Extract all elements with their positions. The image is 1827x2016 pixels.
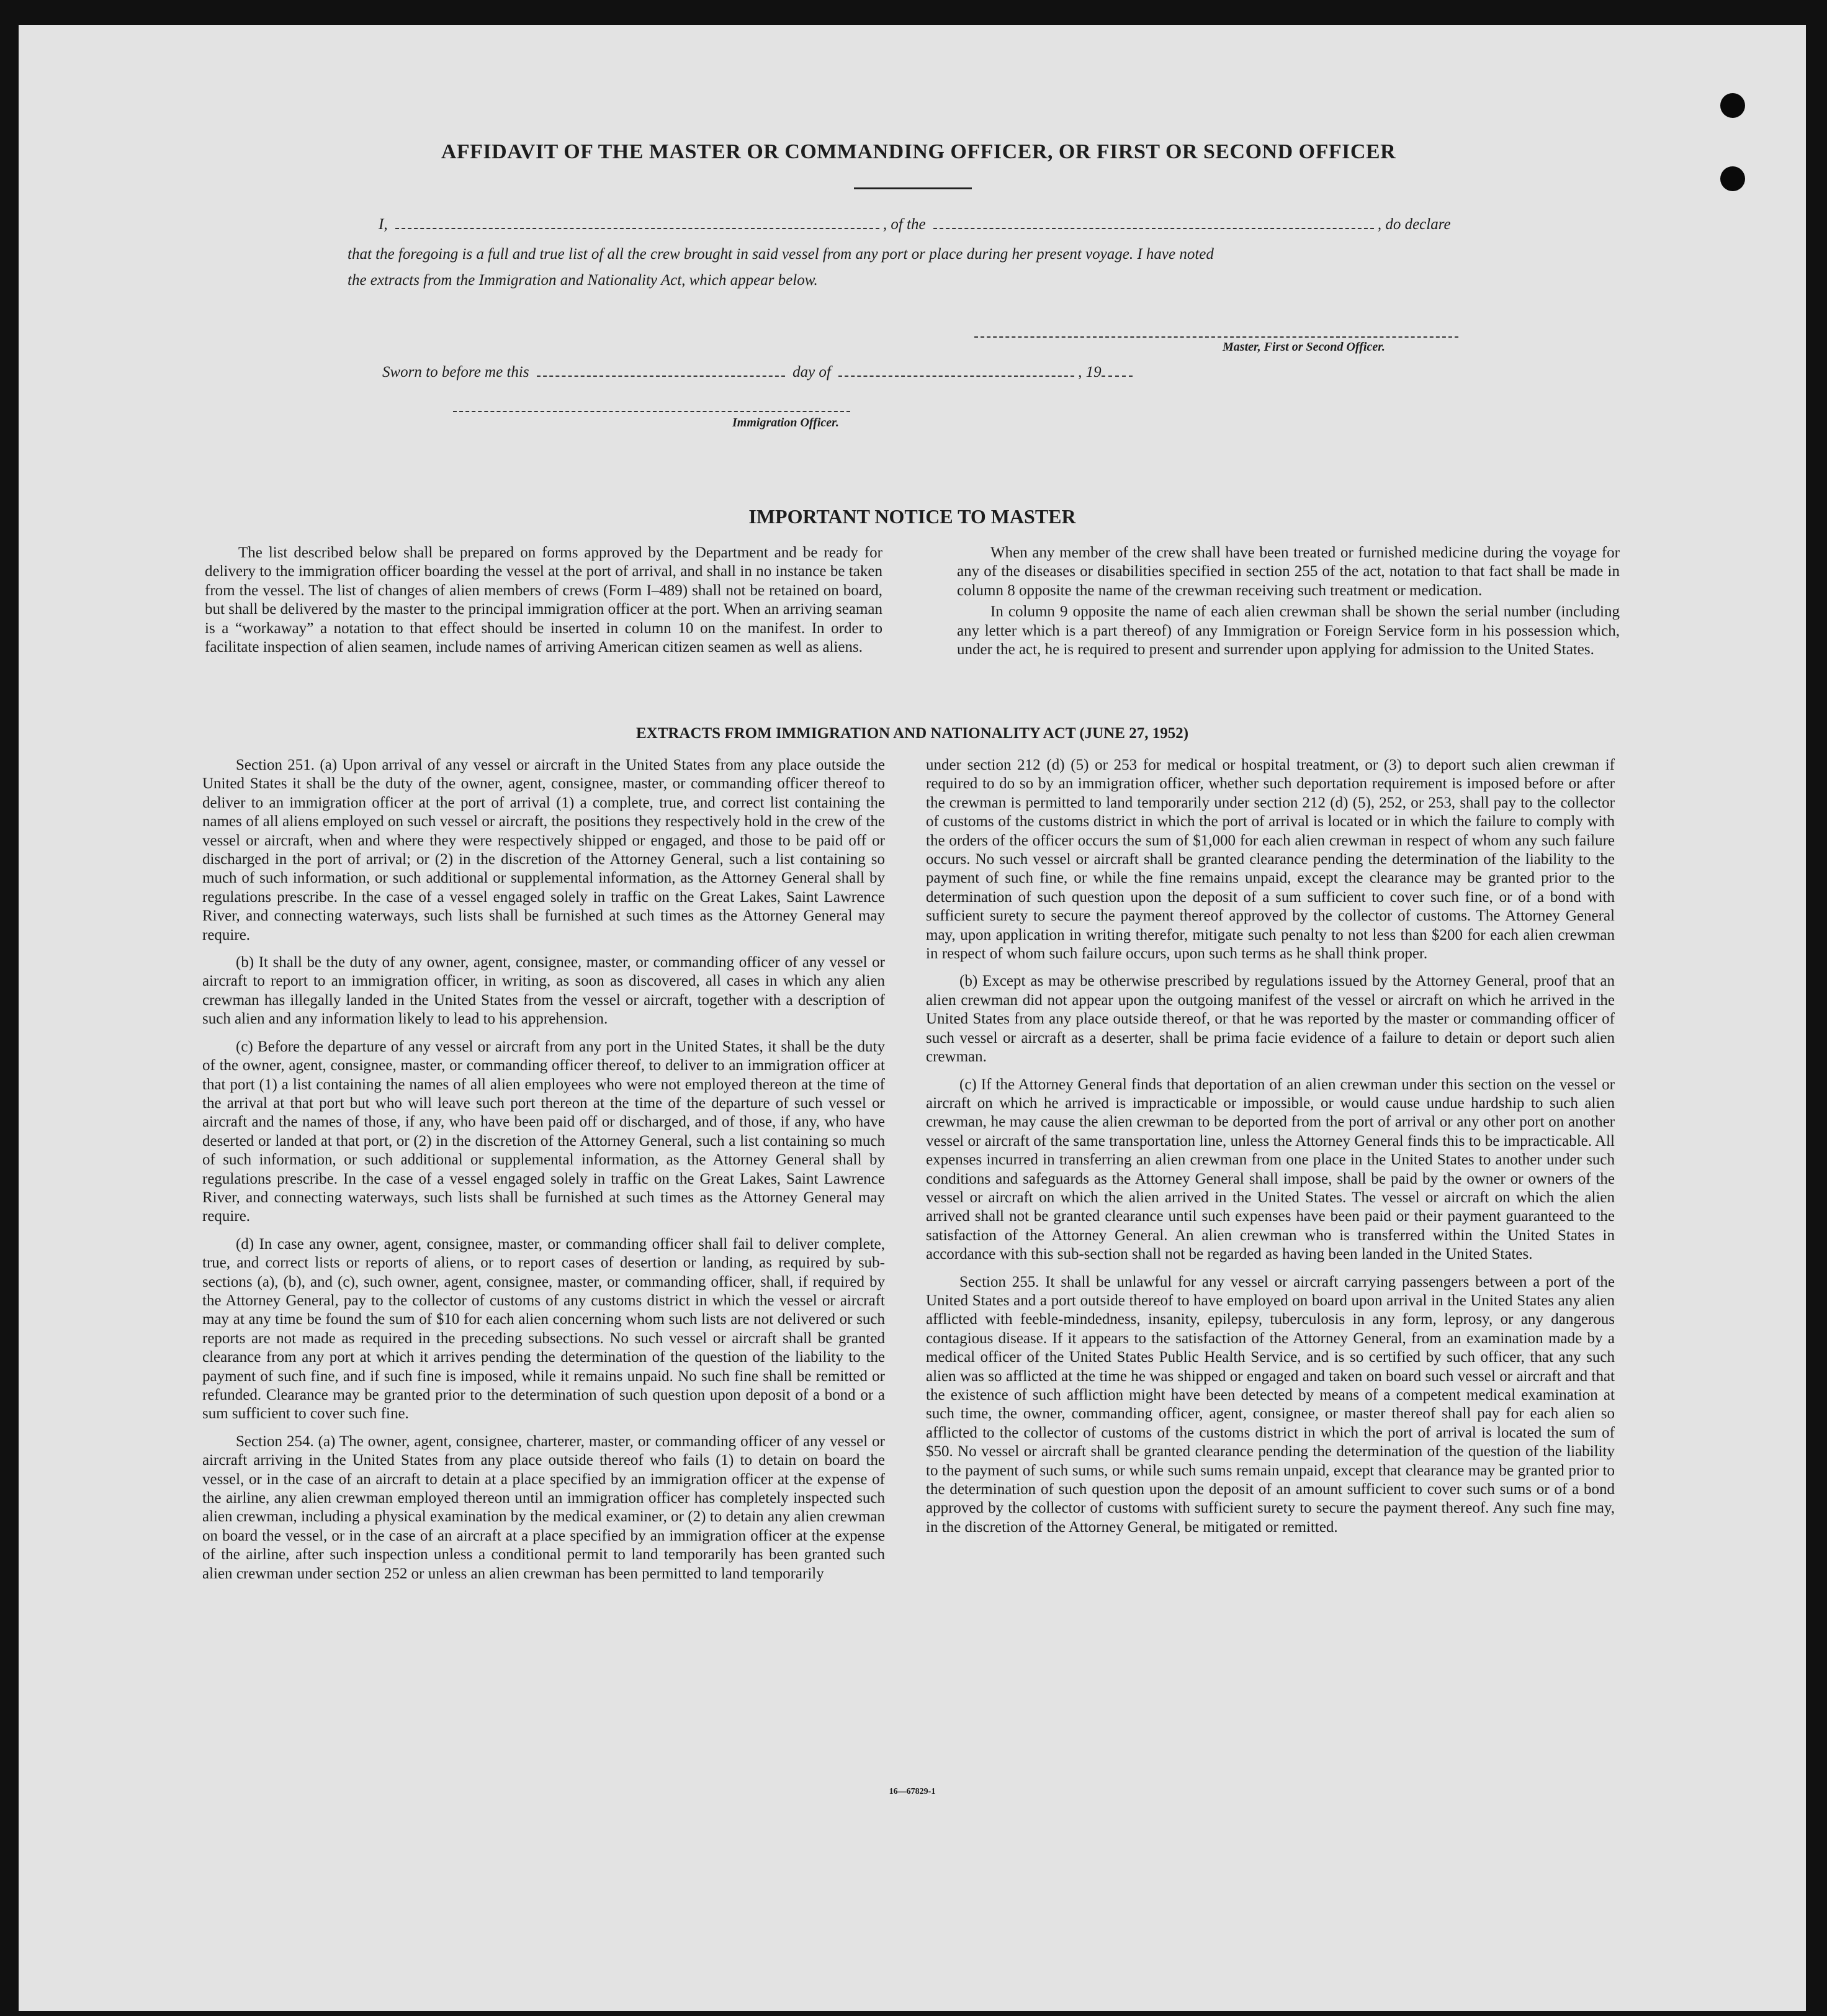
immigration-officer-signature-line[interactable]	[453, 411, 850, 412]
affidavit-i-label: I,	[379, 216, 388, 233]
of-the-label: , of the	[882, 216, 926, 233]
affidavit-line-2: that the foregoing is a full and true list of all the crew brought in said vessel from any port or place during her present voyage. I have noted	[348, 246, 1214, 263]
master-caption: Master, First or Second Officer.	[1223, 340, 1385, 354]
name-field[interactable]	[395, 217, 879, 229]
title-rule	[854, 187, 972, 189]
notice-left-column	[205, 544, 882, 665]
section-paragraph: (b) It shall be the duty of any owner, agent, consignee, master, or commanding officer of any vessel or aircraft to report to an immigration officer, in writing, as soon as discovered, all cases in which any alien crewman has illegally landed in the United States from the vessel or aircraft, together with a description of such alien and any information likely to lead to his apprehension.	[202, 954, 885, 1028]
sworn-year-field[interactable]	[1102, 364, 1133, 377]
affidavit-line-3: the extracts from the Immigration and Nationality Act, which appear below.	[348, 272, 818, 289]
affidavit-line-1	[379, 216, 1451, 233]
notice-title: IMPORTANT NOTICE TO MASTER	[748, 505, 1076, 528]
section-paragraph: (c) Before the departure of any vessel or aircraft from any port in the United States, it shall be the duty of the owner, agent, consignee, master, or commanding officer thereof, to deliver to an immigration officer at that port (1) a list containing the names of all alien employees who were not employed thereon at the time of the arrival at that port but who will leave such port thereon at the time of the departure of such vessel or aircraft and the names of those, if any, who have been paid off or discharged, and of those, if any, who have deserted or landed at that port, or (2) in the discretion of the Attorney General, such a list containing so much of such information, or such additional or supplemental information, as the Attorney General shall by regulations prescribe. In the case of a vessel engaged solely in traffic on the Great Lakes, Saint Lawrence River, and connecting waterways, such lists shall be furnished at such times as the Attorney General may require.	[202, 1038, 885, 1225]
sworn-month-field[interactable]	[838, 364, 1074, 377]
extracts-right-column	[926, 756, 1615, 1546]
notice-paragraph: When any member of the crew shall have been treated or furnished medicine during the voyage for any of the diseases or disabilities specified in section 255 of the act, notation to that fact shall be made in column 8 opposite the name of the crewman receiving such treatment or medication.	[957, 544, 1620, 599]
extracts-title: EXTRACTS FROM IMMIGRATION AND NATIONALITY ACT (JUNE 27, 1952)	[635, 725, 1189, 742]
sworn-day-field[interactable]	[537, 364, 785, 377]
punch-hole-top	[1720, 93, 1745, 118]
document-page	[19, 25, 1806, 2011]
extracts-left-column	[202, 756, 885, 1592]
section-paragraph: Section 251. (a) Upon arrival of any vessel or aircraft in the United States from any place outside the United States it shall be the duty of the owner, agent, consignee, master, or commanding officer thereof to deliver to an immigration officer at the port of arrival (1) a complete, true, and correct list containing the names of all aliens employed on such vessel or aircraft, the positions they respectively hold in the crew of the vessel or aircraft, when and where they were respectively shipped or engaged, and those to be paid off or discharged in the port of arrival; or (2) in the discretion of the Attorney General, such a list containing so much of such information, or such additional or supplemental information, as the Attorney General shall by regulations prescribe. In the case of a vessel engaged solely in traffic on the Great Lakes, Saint Lawrence River, and connecting waterways, such lists shall be furnished at such times as the Attorney General may require.	[202, 757, 885, 943]
section-paragraph: Section 254. (a) The owner, agent, consignee, charterer, master, or commanding officer of any vessel or aircraft arriving in the United States from any place outside thereof who fails (1) to detain on board the vessel, or in the case of an aircraft to detain at a place specified by an immigration officer at the expense of the airline, any alien crewman employed thereon until an immigration officer has completely inspected such alien crewman, including a physical examination by the medical examiner, or (2) to detain any alien crewman on board the vessel, or in the case of an aircraft at a place specified by an immigration officer at the expense of the airline, after such inspection unless a conditional permit to land temporarily has been granted such alien crewman under section 252 or unless an alien crewman has been permitted to land temporarily	[202, 1433, 885, 1582]
vessel-field[interactable]	[933, 217, 1374, 229]
form-number: 16—67829-1	[889, 1787, 936, 1796]
section-paragraph: (d) In case any owner, agent, consignee, master, or commanding officer shall fail to deliver complete, true, and correct lists or reports of aliens, or to report cases of desertion or landing, as required by sub-sections (a), (b), and (c), such owner, agent, consignee, master, or commanding officer, shall, if required by the Attorney General, pay to the collector of customs of any customs district in which the vessel or aircraft may at any time be found the sum of $10 for each alien concerning whom such lists are not delivered or such reports are not made as required in the preceding subsections. No such vessel or aircraft shall be granted clearance from any port at which it arrives pending the determination of the question of the liability to the payment of such fine, and if such fine is imposed, while it remains unpaid. No such fine shall be remitted or refunded. Clearance may be granted prior to the determination of such question upon deposit of a bond or a sum sufficient to cover such fine.	[202, 1235, 885, 1423]
section-paragraph: Section 255. It shall be unlawful for any vessel or aircraft carrying passengers between a port of the United States and a port outside thereof to have employed on board upon arrival in the United States any alien afflicted with feeble-mindedness, insanity, epilepsy, tuberculosis in any form, leprosy, or any dangerous contagious disease. If it appears to the satisfaction of the Attorney General, from an examination made by a medical officer of the United States Public Health Service, and is so certified by such officer, that any such alien was so afflicted at the time he was shipped or engaged and taken on board such vessel or aircraft and that the existence of such affliction might have been detected by means of a competent medical examination at such time, the owner, commanding officer, agent, consignee, or master thereof shall pay for each alien so afflicted to the collector of customs of the customs district in which the port of arrival is located the sum of $50. No vessel or aircraft shall be granted clearance pending the determination of the question of the liability to the payment of such sums, or while such sums remain unpaid, except that clearance may be granted prior to the determination of such question upon the deposit of an amount sufficient to cover such sums or of a bond approved by the collector of customs with sufficient surety to secure the payment thereof. Any such fine may, in the discretion of the Attorney General, be mitigated or remitted.	[926, 1273, 1615, 1536]
notice-right-column	[957, 544, 1620, 668]
sworn-label: Sworn to before me this	[382, 364, 529, 380]
do-declare-label: , do declare	[1377, 216, 1451, 233]
day-of-label: day of	[792, 364, 831, 380]
section-paragraph: under section 212 (d) (5) or 253 for medical or hospital treatment, or (3) to deport such alien crewman if required to do so by an immigration officer, whether such deportation requirement is imposed before or after the crewman is permitted to land temporarily under section 212 (d) (5), 252, or 253, shall pay to the collector of customs of the customs district in which the port of arrival is located or in which the failure to comply with the orders of the officer occurs the sum of $1,000 for each alien crewman in respect of whom any such failure occurs. No such vessel or aircraft shall be granted clearance pending the determination of the liability to the payment of such fine, or while the fine remains unpaid, except the clearance may be granted prior to the determination of such question upon the deposit of a sum sufficient to cover such fine, or of a bond with sufficient surety to secure the payment thereof approved by the collector of customs. The Attorney General may, upon application in writing therefor, mitigate such penalty to not less than $200 for each alien crewman in respect of whom such failure occurs, upon such terms as he shall think proper.	[926, 757, 1615, 963]
affidavit-title: AFFIDAVIT OF THE MASTER OR COMMANDING OFFICER, OR FIRST OR SECOND OFFICER	[441, 140, 1396, 163]
notice-paragraph: The list described below shall be prepared on forms approved by the Department and be ready for delivery to the immigration officer boarding the vessel at the port of arrival, and shall in no instance be taken from the vessel. The list of changes of alien members of crews (Form I–489) shall not be retained on board, but shall be delivered by the master to the principal immigration officer at the port. When an arriving seaman is a “workaway” a notation to that effect should be inserted in column 10 on the manifest. In order to facilitate inspection of alien seamen, include names of arriving American citizen seamen as well as aliens.	[205, 544, 882, 656]
notice-paragraph: In column 9 opposite the name of each alien crewman shall be shown the serial number (including any letter which is a part thereof) of any Immigration or Foreign Service form in his possession which, under the act, he is required to present and surrender upon applying for admission to the United States.	[957, 603, 1620, 659]
section-paragraph: (b) Except as may be otherwise prescribed by regulations issued by the Attorney General, proof that an alien crewman did not appear upon the outgoing manifest of the vessel or aircraft on which he arrived in the United States from any place outside thereof, or that he was reported by the master or commanding officer of such vessel or aircraft as a deserter, shall be prima facie evidence of a failure to detain or deport such alien crewman.	[926, 973, 1615, 1066]
master-signature-line[interactable]	[974, 336, 1458, 338]
section-paragraph: (c) If the Attorney General finds that deportation of an alien crewman under this section on the vessel or aircraft on which he arrived is impracticable or impossible, or would cause undue hardship to such alien crewman, he may cause the alien crewman to be deported from the port of arrival or any other port on another vessel or aircraft of the same transportation line, unless the Attorney General finds this to be impracticable. All expenses incurred in transferring an alien crewman from one place in the United States to another under such conditions and safeguards as the Attorney General shall impose, shall be paid by the owner or owners of the vessel or aircraft on which the alien arrived in the United States. The vessel or aircraft on which the alien arrived shall not be granted clearance until such expenses have been paid or their payment guaranteed to the satisfaction of the Attorney General. An alien crewman who is transferred within the United States in accordance with this sub-section shall not be regarded as having been landed in the United States.	[926, 1076, 1615, 1263]
punch-hole-bottom	[1720, 166, 1745, 191]
sworn-line	[382, 364, 1136, 381]
immigration-officer-caption: Immigration Officer.	[732, 416, 839, 430]
year-label: , 19	[1078, 364, 1102, 380]
